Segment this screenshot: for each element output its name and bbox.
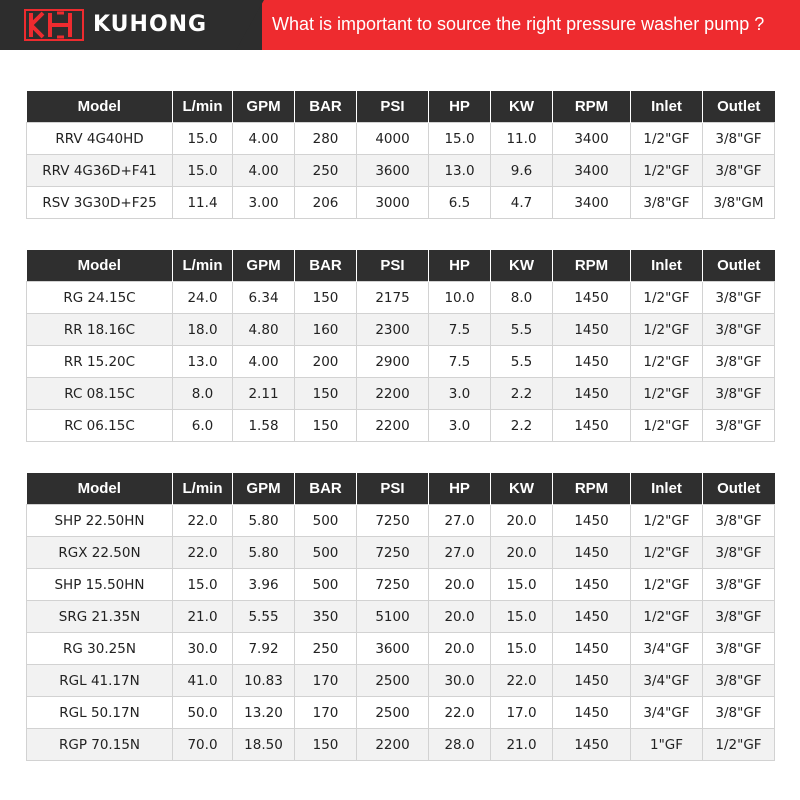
cell-rpm: 1450 <box>553 729 631 761</box>
cell-hp: 20.0 <box>429 601 491 633</box>
cell-psi: 3000 <box>357 187 429 219</box>
cell-hp: 27.0 <box>429 505 491 537</box>
cell-l-min: 22.0 <box>173 537 233 569</box>
cell-rpm: 3400 <box>553 155 631 187</box>
cell-hp: 27.0 <box>429 537 491 569</box>
cell-l-min: 24.0 <box>173 282 233 314</box>
cell-bar: 150 <box>295 282 357 314</box>
cell-gpm: 13.20 <box>233 697 295 729</box>
column-header-inlet: Inlet <box>631 473 703 505</box>
cell-inlet: 1/2"GF <box>631 410 703 442</box>
cell-inlet: 1/2"GF <box>631 537 703 569</box>
column-header-gpm: GPM <box>233 473 295 505</box>
cell-gpm: 10.83 <box>233 665 295 697</box>
page-header <box>0 0 800 50</box>
column-header-l-min: L/min <box>173 473 233 505</box>
cell-bar: 150 <box>295 729 357 761</box>
column-header-bar: BAR <box>295 91 357 123</box>
column-header-hp: HP <box>429 91 491 123</box>
cell-gpm: 4.00 <box>233 155 295 187</box>
cell-outlet: 3/8"GF <box>703 282 775 314</box>
cell-l-min: 70.0 <box>173 729 233 761</box>
cell-hp: 20.0 <box>429 633 491 665</box>
column-header-rpm: RPM <box>553 250 631 282</box>
cell-model: SHP 15.50HN <box>27 569 173 601</box>
table-row <box>27 601 775 633</box>
spec-table-2 <box>26 250 775 442</box>
column-header-gpm: GPM <box>233 250 295 282</box>
cell-hp: 3.0 <box>429 410 491 442</box>
cell-l-min: 30.0 <box>173 633 233 665</box>
cell-hp: 6.5 <box>429 187 491 219</box>
cell-inlet: 1/2"GF <box>631 378 703 410</box>
brand-name: KUHONG <box>93 12 208 37</box>
cell-outlet: 3/8"GF <box>703 697 775 729</box>
table-row <box>27 410 775 442</box>
cell-gpm: 3.96 <box>233 569 295 601</box>
table-header-row <box>27 473 775 505</box>
cell-bar: 280 <box>295 123 357 155</box>
cell-hp: 7.5 <box>429 314 491 346</box>
cell-bar: 500 <box>295 569 357 601</box>
column-header-outlet: Outlet <box>703 250 775 282</box>
spec-table-1 <box>26 91 775 219</box>
cell-kw: 8.0 <box>491 282 553 314</box>
cell-hp: 22.0 <box>429 697 491 729</box>
cell-gpm: 5.80 <box>233 505 295 537</box>
cell-gpm: 5.55 <box>233 601 295 633</box>
column-header-hp: HP <box>429 250 491 282</box>
cell-l-min: 41.0 <box>173 665 233 697</box>
cell-l-min: 18.0 <box>173 314 233 346</box>
cell-psi: 3600 <box>357 155 429 187</box>
cell-kw: 15.0 <box>491 601 553 633</box>
cell-hp: 30.0 <box>429 665 491 697</box>
cell-gpm: 4.80 <box>233 314 295 346</box>
cell-model: RC 08.15C <box>27 378 173 410</box>
cell-psi: 2200 <box>357 378 429 410</box>
column-header-model: Model <box>27 473 173 505</box>
cell-gpm: 4.00 <box>233 123 295 155</box>
column-header-model: Model <box>27 91 173 123</box>
cell-hp: 28.0 <box>429 729 491 761</box>
cell-bar: 250 <box>295 155 357 187</box>
cell-rpm: 1450 <box>553 378 631 410</box>
cell-l-min: 6.0 <box>173 410 233 442</box>
table-header-row <box>27 91 775 123</box>
cell-inlet: 1"GF <box>631 729 703 761</box>
cell-rpm: 3400 <box>553 123 631 155</box>
cell-kw: 22.0 <box>491 665 553 697</box>
cell-gpm: 3.00 <box>233 187 295 219</box>
cell-model: RGL 41.17N <box>27 665 173 697</box>
cell-model: RGP 70.15N <box>27 729 173 761</box>
cell-gpm: 2.11 <box>233 378 295 410</box>
table-row <box>27 282 775 314</box>
cell-model: RC 06.15C <box>27 410 173 442</box>
cell-kw: 20.0 <box>491 505 553 537</box>
cell-rpm: 1450 <box>553 601 631 633</box>
column-header-l-min: L/min <box>173 250 233 282</box>
cell-psi: 2200 <box>357 410 429 442</box>
cell-outlet: 3/8"GF <box>703 537 775 569</box>
cell-psi: 7250 <box>357 569 429 601</box>
cell-inlet: 1/2"GF <box>631 601 703 633</box>
cell-psi: 2175 <box>357 282 429 314</box>
cell-model: RSV 3G30D+F25 <box>27 187 173 219</box>
cell-bar: 170 <box>295 697 357 729</box>
cell-psi: 7250 <box>357 537 429 569</box>
cell-l-min: 11.4 <box>173 187 233 219</box>
cell-inlet: 1/2"GF <box>631 314 703 346</box>
column-header-psi: PSI <box>357 473 429 505</box>
cell-kw: 11.0 <box>491 123 553 155</box>
cell-gpm: 1.58 <box>233 410 295 442</box>
column-header-kw: KW <box>491 473 553 505</box>
column-header-kw: KW <box>491 91 553 123</box>
cell-hp: 15.0 <box>429 123 491 155</box>
cell-outlet: 3/8"GF <box>703 410 775 442</box>
cell-psi: 2900 <box>357 346 429 378</box>
column-header-rpm: RPM <box>553 473 631 505</box>
column-header-inlet: Inlet <box>631 91 703 123</box>
cell-outlet: 3/8"GF <box>703 378 775 410</box>
cell-psi: 2500 <box>357 665 429 697</box>
cell-model: RG 30.25N <box>27 633 173 665</box>
table-row <box>27 537 775 569</box>
cell-rpm: 1450 <box>553 537 631 569</box>
cell-psi: 4000 <box>357 123 429 155</box>
cell-kw: 4.7 <box>491 187 553 219</box>
cell-l-min: 8.0 <box>173 378 233 410</box>
column-header-bar: BAR <box>295 473 357 505</box>
cell-kw: 20.0 <box>491 537 553 569</box>
column-header-inlet: Inlet <box>631 250 703 282</box>
cell-inlet: 3/4"GF <box>631 697 703 729</box>
column-header-kw: KW <box>491 250 553 282</box>
cell-inlet: 3/4"GF <box>631 665 703 697</box>
cell-l-min: 15.0 <box>173 155 233 187</box>
cell-rpm: 1450 <box>553 346 631 378</box>
cell-rpm: 1450 <box>553 569 631 601</box>
cell-hp: 3.0 <box>429 378 491 410</box>
column-header-l-min: L/min <box>173 91 233 123</box>
cell-bar: 350 <box>295 601 357 633</box>
cell-rpm: 1450 <box>553 314 631 346</box>
cell-model: RR 15.20C <box>27 346 173 378</box>
cell-model: SRG 21.35N <box>27 601 173 633</box>
table-row <box>27 346 775 378</box>
cell-rpm: 1450 <box>553 282 631 314</box>
cell-kw: 2.2 <box>491 378 553 410</box>
spec-table-3 <box>26 473 775 761</box>
table-row <box>27 314 775 346</box>
cell-psi: 2500 <box>357 697 429 729</box>
cell-inlet: 3/4"GF <box>631 633 703 665</box>
cell-kw: 15.0 <box>491 569 553 601</box>
cell-bar: 160 <box>295 314 357 346</box>
cell-gpm: 4.00 <box>233 346 295 378</box>
cell-psi: 2300 <box>357 314 429 346</box>
cell-l-min: 13.0 <box>173 346 233 378</box>
table-row <box>27 633 775 665</box>
cell-outlet: 3/8"GF <box>703 633 775 665</box>
table-row <box>27 187 775 219</box>
cell-rpm: 1450 <box>553 697 631 729</box>
cell-outlet: 3/8"GF <box>703 665 775 697</box>
cell-bar: 150 <box>295 378 357 410</box>
cell-model: RRV 4G36D+F41 <box>27 155 173 187</box>
cell-rpm: 1450 <box>553 633 631 665</box>
column-header-psi: PSI <box>357 250 429 282</box>
cell-l-min: 21.0 <box>173 601 233 633</box>
cell-model: SHP 22.50HN <box>27 505 173 537</box>
column-header-bar: BAR <box>295 250 357 282</box>
cell-rpm: 1450 <box>553 410 631 442</box>
cell-bar: 150 <box>295 410 357 442</box>
cell-inlet: 1/2"GF <box>631 123 703 155</box>
cell-model: RRV 4G40HD <box>27 123 173 155</box>
cell-inlet: 3/8"GF <box>631 187 703 219</box>
cell-gpm: 5.80 <box>233 537 295 569</box>
cell-bar: 206 <box>295 187 357 219</box>
cell-outlet: 3/8"GM <box>703 187 775 219</box>
cell-bar: 500 <box>295 537 357 569</box>
cell-psi: 7250 <box>357 505 429 537</box>
column-header-hp: HP <box>429 473 491 505</box>
cell-model: RR 18.16C <box>27 314 173 346</box>
table-row <box>27 697 775 729</box>
cell-bar: 250 <box>295 633 357 665</box>
cell-kw: 5.5 <box>491 314 553 346</box>
cell-outlet: 3/8"GF <box>703 123 775 155</box>
cell-gpm: 18.50 <box>233 729 295 761</box>
table-row <box>27 665 775 697</box>
cell-kw: 15.0 <box>491 633 553 665</box>
cell-psi: 2200 <box>357 729 429 761</box>
header-slant <box>236 0 264 50</box>
cell-gpm: 6.34 <box>233 282 295 314</box>
table-row <box>27 155 775 187</box>
brand-logo-icon <box>24 9 84 41</box>
cell-outlet: 3/8"GF <box>703 314 775 346</box>
cell-psi: 5100 <box>357 601 429 633</box>
page-headline: What is important to source the right pressure washer pump ? <box>272 14 765 34</box>
cell-rpm: 1450 <box>553 505 631 537</box>
cell-outlet: 1/2"GF <box>703 729 775 761</box>
cell-l-min: 22.0 <box>173 505 233 537</box>
cell-psi: 3600 <box>357 633 429 665</box>
cell-l-min: 15.0 <box>173 569 233 601</box>
cell-outlet: 3/8"GF <box>703 155 775 187</box>
cell-kw: 5.5 <box>491 346 553 378</box>
cell-l-min: 50.0 <box>173 697 233 729</box>
cell-inlet: 1/2"GF <box>631 505 703 537</box>
cell-inlet: 1/2"GF <box>631 346 703 378</box>
cell-hp: 20.0 <box>429 569 491 601</box>
column-header-gpm: GPM <box>233 91 295 123</box>
cell-bar: 500 <box>295 505 357 537</box>
column-header-psi: PSI <box>357 91 429 123</box>
cell-kw: 21.0 <box>491 729 553 761</box>
column-header-model: Model <box>27 250 173 282</box>
table-row <box>27 123 775 155</box>
column-header-outlet: Outlet <box>703 91 775 123</box>
cell-hp: 10.0 <box>429 282 491 314</box>
cell-model: RGX 22.50N <box>27 537 173 569</box>
column-header-outlet: Outlet <box>703 473 775 505</box>
cell-outlet: 3/8"GF <box>703 601 775 633</box>
cell-outlet: 3/8"GF <box>703 505 775 537</box>
cell-outlet: 3/8"GF <box>703 346 775 378</box>
column-header-rpm: RPM <box>553 91 631 123</box>
cell-model: RG 24.15C <box>27 282 173 314</box>
cell-inlet: 1/2"GF <box>631 282 703 314</box>
cell-hp: 7.5 <box>429 346 491 378</box>
cell-kw: 17.0 <box>491 697 553 729</box>
table-row <box>27 569 775 601</box>
cell-inlet: 1/2"GF <box>631 569 703 601</box>
cell-model: RGL 50.17N <box>27 697 173 729</box>
cell-bar: 200 <box>295 346 357 378</box>
table-row <box>27 505 775 537</box>
cell-inlet: 1/2"GF <box>631 155 703 187</box>
table-row <box>27 378 775 410</box>
cell-rpm: 3400 <box>553 187 631 219</box>
cell-gpm: 7.92 <box>233 633 295 665</box>
cell-hp: 13.0 <box>429 155 491 187</box>
table-row <box>27 729 775 761</box>
cell-outlet: 3/8"GF <box>703 569 775 601</box>
cell-rpm: 1450 <box>553 665 631 697</box>
cell-bar: 170 <box>295 665 357 697</box>
cell-l-min: 15.0 <box>173 123 233 155</box>
cell-kw: 9.6 <box>491 155 553 187</box>
cell-kw: 2.2 <box>491 410 553 442</box>
table-header-row <box>27 250 775 282</box>
